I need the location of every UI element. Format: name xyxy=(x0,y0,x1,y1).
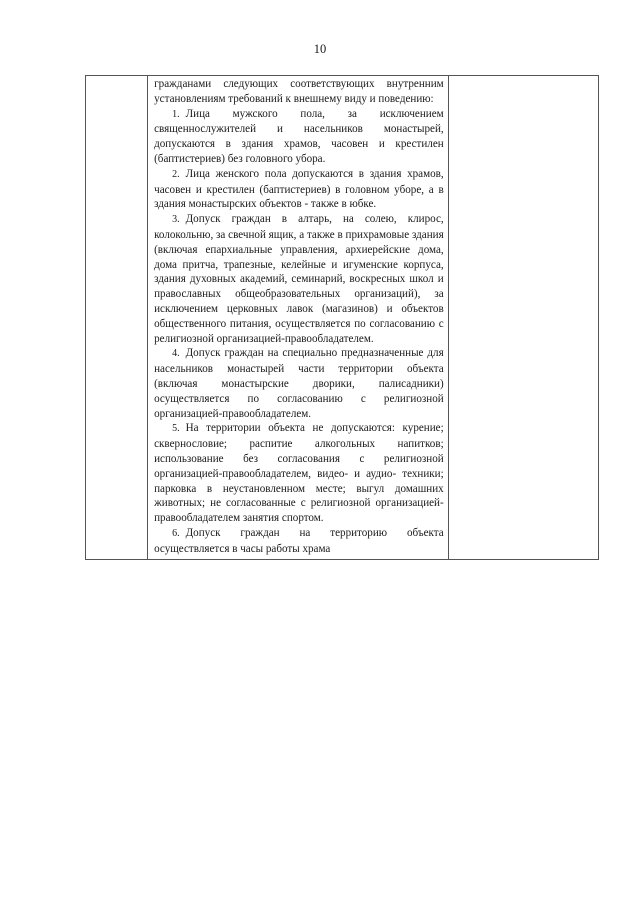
list-item xyxy=(154,526,444,557)
item-number: 4. xyxy=(172,348,180,360)
item-number: 6. xyxy=(172,527,180,539)
list-item xyxy=(154,346,444,421)
table-cell-right xyxy=(448,76,598,560)
item-text: Допуск граждан на территорию объекта осуществляется в часы работы храма xyxy=(154,526,444,555)
item-number: 1. xyxy=(172,108,180,120)
page-number: 10 xyxy=(313,42,327,56)
item-number: 5. xyxy=(172,423,180,435)
item-text: На территории объекта не допускаются: курение; сквернословие; распитие алкогольных напитков; использование без согласования с религиозной организацией-правообладателем, видео- и аудио- техники; парковка в неустановленном месте; выгул домашних животных; не согласованные с религиозной организацией-правообладателем занятия спортом. xyxy=(154,422,444,525)
list-item xyxy=(154,421,444,526)
item-text: Допуск граждан в алтарь, на солею, клирос, колокольню, за свечной ящик, а также в прихрамовые здания (включая епархиальные управления, архиерейские дома, дома притча, трапезные, келейные и игуменские корпуса, здания духовных академий, семинарий, воскресных школ и православных общеобразовательных организаций), за исключением церковных лавок (магазинов) и объектов общественного питания, осуществляется по согласованию с религиозной организацией-правообладателем. xyxy=(154,213,444,345)
table-row xyxy=(86,76,599,560)
item-text: Допуск граждан на специально предназначенные для насельников монастырей части территории объекта (включая монастырские дворики, палисадники) осуществляется по согласованию с религиозной организацией-правообладателем. xyxy=(154,347,444,420)
intro-paragraph: гражданами следующих соответствующих внутренним установлениям требований к внешнему виду и поведению: xyxy=(154,78,444,105)
table-cell-left xyxy=(86,76,148,560)
document-table xyxy=(85,75,599,560)
item-number: 3. xyxy=(172,214,180,226)
item-text: Лица мужского пола, за исключением священнослужителей и насельников монастырей, допускаются в здания храмов, часовен и крестилен (баптистериев) без головного убора. xyxy=(154,107,444,165)
item-text: Лица женского пола допускаются в здания храмов, часовен и крестилен (баптистериев) в головном уборе, а в здания монастырских объектов - также в юбке. xyxy=(154,167,444,211)
item-number: 2. xyxy=(172,168,180,180)
list-item xyxy=(154,212,444,346)
list-item xyxy=(154,167,444,212)
table-cell-requirements xyxy=(148,76,449,560)
list-item xyxy=(154,107,444,167)
